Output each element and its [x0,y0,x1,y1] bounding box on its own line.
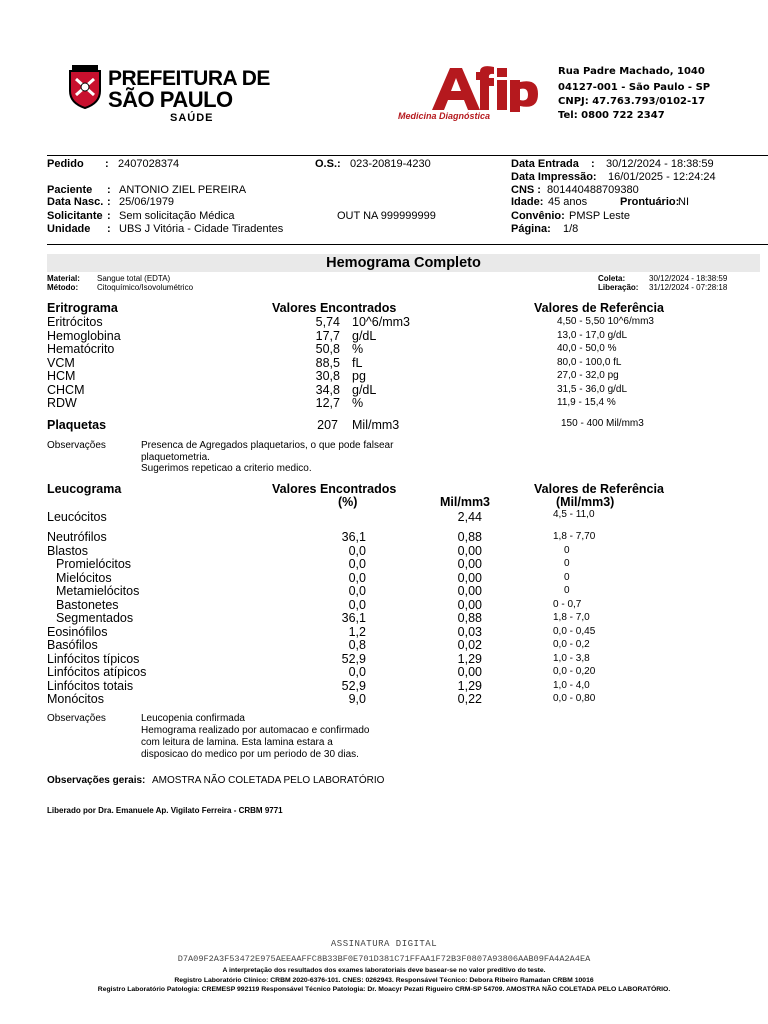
prefeitura-line3: SAÚDE [170,112,214,124]
liberacao-label: Liberação: [598,283,639,292]
leuco-row-mil: 0,00 [457,543,482,558]
coleta-label: Coleta: [598,274,626,283]
leucograma-col-mil: Mil/mm3 [440,495,491,509]
eritro-row-ref: 80,0 - 100,0 fL [557,356,622,368]
pedido-label: Pedido [47,158,84,170]
leucograma-col-ref: Valores de Referência [534,482,664,496]
leuco-row-pct: 52,9 [341,678,366,693]
leuco-row-ref: 1,8 - 7,70 [553,531,596,542]
leucocitos-value: 2,44 [457,510,482,524]
plaquetas-label: Plaquetas [47,418,107,432]
eritro-row-ref: 11,9 - 15,4 % [557,397,616,408]
idade-value: 45 anos [548,196,588,208]
leucograma-heading: Leucograma [47,482,122,496]
eritro-row-unit: pg [352,369,366,383]
divider-mid [47,244,768,245]
leucocitos-name: Leucócitos [47,510,107,524]
leucograma-col-values: Valores Encontrados [272,482,397,496]
leuco-obs-line: com leitura de lamina. Esta lamina estara a [141,737,333,748]
eritro-row-ref: 13,0 - 17,0 g/dL [557,329,628,341]
data-entrada-label: Data Entrada [511,158,579,170]
metodo-label: Método: [47,283,79,292]
leuco-row-mil: 0,03 [457,624,482,639]
prefeitura-line1: PREFEITURA DE [108,67,270,90]
leuco-obs-line: Leucopenia confirmada [141,713,245,724]
eritro-row-unit: 10^6/mm3 [352,315,410,329]
leuco-row-ref: 0 - 0,7 [553,598,582,610]
leuco-row-ref: 1,0 - 3,8 [553,652,590,664]
leuco-row-mil: 0,00 [457,557,482,571]
unidade-value: UBS J Vitória - Cidade Tiradentes [119,223,284,235]
address-line4: Tel: 0800 722 2347 [558,110,665,121]
pagina-label: Página: [511,223,551,235]
obs-gerais-value: AMOSTRA NÃO COLETADA PELO LABORATÓRIO [152,775,385,786]
data-impressao-label: Data Impressão: [511,171,597,183]
metodo-value: Citoquímico/Isovolumétrico [97,283,194,292]
colon: : [107,184,111,196]
leuco-row-name: Eosinófilos [47,624,108,639]
solicitante-label: Solicitante [47,210,103,222]
paciente-label: Paciente [47,184,93,196]
colon: : [107,196,111,208]
address-line1: Rua Padre Machado, 1040 [558,66,705,77]
leuco-row-mil: 0,00 [457,665,482,679]
cns-label: CNS : [511,184,541,196]
eritro-row-name: Hematócrito [47,342,115,356]
eritro-row-value: 88,5 [315,355,340,370]
leuco-row-ref: 0 [564,558,570,569]
leuco-row-name: Mielócitos [56,570,112,585]
plaquetas-unit: Mil/mm3 [352,418,400,432]
footer-line3: Registro Laboratório Patologia: CREMESP 992119 Responsável Técnico Patologia: Dr. Moacyr Pezati Rigueiro CRM-SP 54709. AMOSTRA NÃO COLETADA PELO LABORATÓRIO. [97,986,671,993]
eritro-row-value: 17,7 [315,328,340,343]
eritro-obs-line: Presenca de Agregados plaquetarios, o que pode falsear [141,440,394,451]
address-line2: 04127-001 - São Paulo - SP [558,82,711,93]
convenio-value: PMSP Leste [569,210,630,222]
pedido-value: 2407028374 [118,158,180,170]
leuco-obs-line: Hemograma realizado por automacao e confirmado [141,725,370,736]
leuco-row-name: Linfócitos atípicos [47,665,147,679]
leuco-row-mil: 0,00 [457,597,482,612]
leuco-row-name: Blastos [47,543,88,558]
eritrograma-col-ref: Valores de Referência [534,301,664,315]
leuco-row-mil: 1,29 [457,678,482,693]
colon: : [105,158,109,170]
eritro-row-unit: % [352,396,364,410]
leuco-row-ref: 0,0 - 0,2 [553,639,590,650]
eritro-row-ref: 31,5 - 36,0 g/dL [557,383,628,395]
exam-title: Hemograma Completo [326,255,481,271]
leuco-obs-label: Observações [47,713,106,724]
eritro-obs-line: plaquetometria. [141,451,210,463]
signature-hash: D7A09F2A3F53472E975AEEAAFFC8B33BF0E701D381C71FFAA1F72B3F0807A93806AAB09FA4A2A4EA [177,954,591,964]
leuco-row-name: Neutrófilos [47,530,107,544]
coleta-value: 30/12/2024 - 18:38:59 [649,274,728,283]
leuco-row-mil: 1,29 [457,651,482,666]
leuco-row-pct: 36,1 [341,530,366,544]
leuco-row-mil: 0,00 [457,584,482,598]
leuco-row-pct: 1,2 [348,624,366,639]
eritro-obs-line: Sugerimos repeticao a criterio medico. [141,463,312,474]
solicitante-value: Sem solicitação Médica [119,210,235,222]
convenio-label: Convênio: [511,210,565,222]
eritro-row-unit: g/dL [352,328,377,343]
eritro-row-value: 50,8 [315,342,340,356]
colon: : [591,158,595,170]
assinatura-label: ASSINATURA DIGITAL [330,939,438,949]
leuco-row-pct: 9,0 [348,692,366,706]
afip-tagline: Medicina Diagnóstica [398,111,491,121]
eritro-row-ref: 4,50 - 5,50 10^6/mm3 [557,316,654,327]
leuco-row-mil: 0,00 [457,570,482,585]
leuco-row-name: Linfócitos típicos [47,651,140,666]
os-label: O.S.: [315,158,341,170]
eritro-row-unit: g/dL [352,382,377,397]
idade-label: Idade: [511,196,544,208]
eritrograma-col-values: Valores Encontrados [272,301,397,315]
paciente-value: ANTONIO ZIEL PEREIRA [119,184,247,196]
leuco-row-name: Monócitos [47,692,104,706]
eritro-row-name: Hemoglobina [47,328,121,343]
leuco-row-ref: 1,0 - 4,0 [553,679,590,691]
plaquetas-value: 207 [317,418,338,432]
leuco-row-mil: 0,88 [457,530,482,544]
eritro-row-ref: 27,0 - 32,0 pg [557,370,619,381]
leuco-row-pct: 0,8 [348,638,366,652]
cns-value: 801440488709380 [547,184,639,196]
leuco-row-pct: 36,1 [341,611,366,625]
leuco-row-pct: 0,0 [348,665,366,679]
eritro-row-value: 12,7 [315,396,340,410]
prontuario-value: NI [678,196,689,208]
data-entrada-value: 30/12/2024 - 18:38:59 [606,158,714,170]
eritro-row-unit: % [352,342,364,356]
eritro-obs-label: Observações [47,440,106,451]
leuco-obs-line: disposicao do medico por um periodo de 30 dias. [141,749,359,760]
footer-line1: A interpretação dos resultados dos exames laboratoriais deve basear-se no valor preditivo do teste. [222,967,546,974]
data-impressao-value: 16/01/2025 - 12:24:24 [608,171,716,183]
liberado-por: Liberado por Dra. Emanuele Ap. Vigilato Ferreira - CRBM 9771 [47,806,283,815]
leuco-row-ref: 0 [564,544,570,556]
liberacao-value: 31/12/2024 - 07:28:18 [649,283,728,292]
eritro-row-name: Eritrócitos [47,315,103,329]
eritro-row-name: VCM [47,355,75,370]
leuco-row-name: Basófilos [47,638,98,652]
leuco-row-name: Metamielócitos [56,584,140,598]
leucograma-col-pct: (%) [338,495,358,509]
sao-paulo-coat-of-arms-icon [66,65,104,109]
leuco-row-pct: 0,0 [348,584,366,598]
os-value: 023-20819-4230 [350,158,431,170]
leuco-row-ref: 0,0 - 0,80 [553,693,596,704]
leuco-row-name: Promielócitos [56,557,132,571]
leuco-row-name: Linfócitos totais [47,678,134,693]
afip-logo-icon [430,66,540,112]
leuco-row-ref: 1,8 - 7,0 [553,612,590,623]
leuco-row-name: Bastonetes [56,597,119,612]
leuco-row-ref: 0 [564,571,570,583]
material-label: Material: [47,274,80,283]
leuco-row-ref: 0 [564,585,570,596]
leuco-row-pct: 0,0 [348,543,366,558]
leuco-row-ref: 0,0 - 0,45 [553,625,596,637]
leuco-row-name: Segmentados [56,611,134,625]
leucocitos-ref: 4,5 - 11,0 [553,509,595,520]
colon: : [107,223,111,235]
prefeitura-line2: SÃO PAULO [108,87,233,112]
eritro-row-value: 30,8 [315,369,340,383]
leuco-row-mil: 0,88 [457,611,482,625]
eritro-row-value: 5,74 [315,315,340,329]
eritro-row-unit: fL [352,355,363,370]
eritro-row-name: HCM [47,369,76,383]
eritro-row-name: RDW [47,396,77,410]
colon: : [107,210,111,222]
leuco-row-pct: 0,0 [348,570,366,585]
eritro-row-name: CHCM [47,382,85,397]
leuco-row-pct: 52,9 [341,651,366,666]
leuco-row-mil: 0,02 [457,638,482,652]
leuco-row-ref: 0,0 - 0,20 [553,666,596,677]
leuco-row-pct: 0,0 [348,557,366,571]
eritro-row-value: 34,8 [315,382,340,397]
eritro-row-ref: 40,0 - 50,0 % [557,343,617,354]
leuco-row-pct: 0,0 [348,597,366,612]
plaquetas-ref: 150 - 400 Mil/mm3 [561,418,644,429]
nasc-label: Data Nasc. [47,196,104,208]
unidade-label: Unidade [47,223,91,235]
out-na: OUT NA 999999999 [337,210,436,222]
nasc-value: 25/06/1979 [119,196,175,208]
leucograma-col-ref-unit: (Mil/mm3) [556,495,615,509]
material-value: Sangue total (EDTA) [97,274,171,283]
footer-line2: Registro Laboratório Clínico: CRBM 2020-6376-101. CNES: 0262943. Responsável Técnico: Debora Ribeiro Ramadan CRBM 10016 [174,977,594,984]
prontuario-label: Prontuário: [620,196,680,208]
obs-gerais-label: Observações gerais: [47,775,146,786]
divider-top [47,155,768,156]
address-line3: CNPJ: 47.763.793/0102-17 [558,96,706,107]
eritrograma-heading: Eritrograma [47,301,118,315]
pagina-value: 1/8 [563,223,579,235]
leuco-row-mil: 0,22 [457,692,482,706]
